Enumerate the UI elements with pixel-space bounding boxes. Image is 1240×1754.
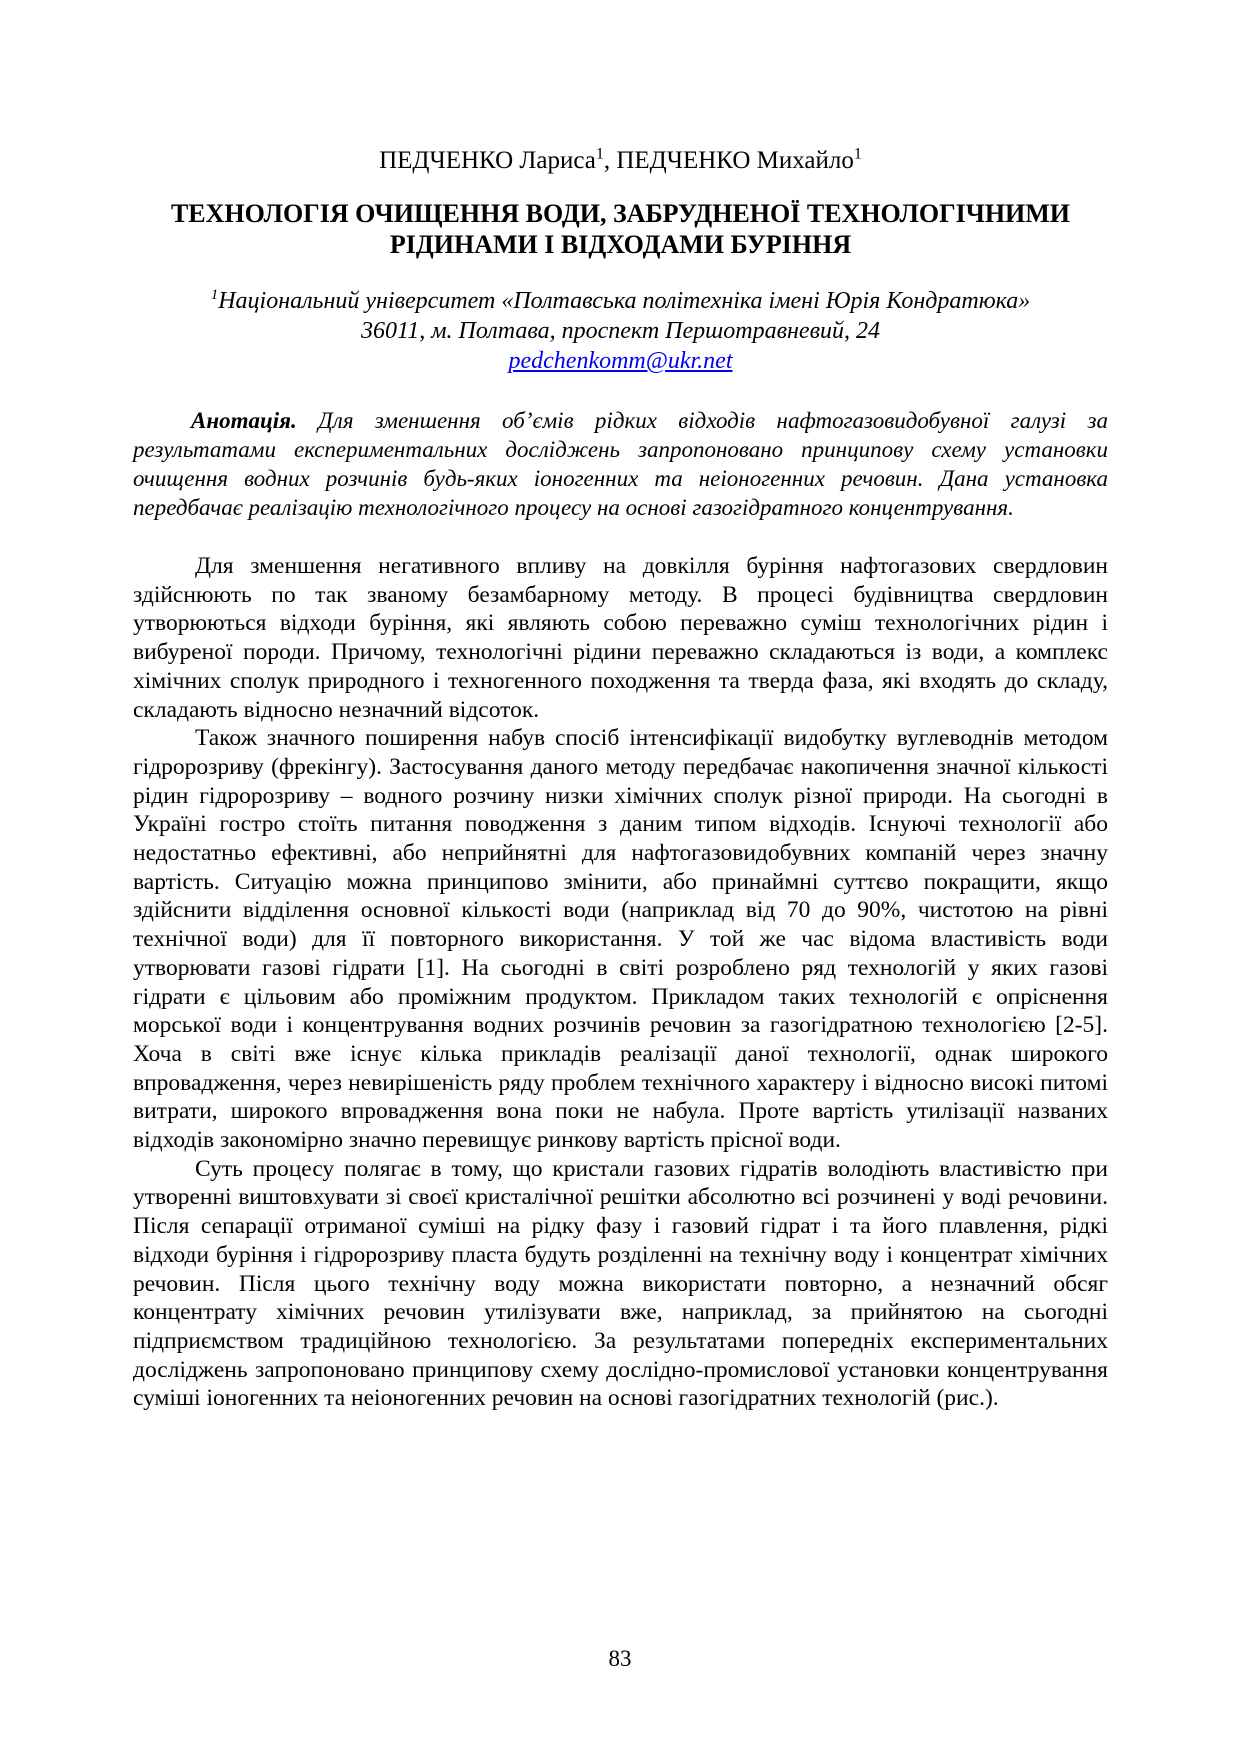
author-2-name: ПЕДЧЕНКО Михайло — [616, 147, 854, 174]
email-line — [133, 346, 1108, 376]
affiliation-name-line — [133, 286, 1108, 316]
abstract — [133, 406, 1108, 522]
paper-title: ТЕХНОЛОГІЯ ОЧИЩЕННЯ ВОДИ, ЗАБРУДНЕНОЇ ТЕХНОЛОГІЧНИМИ РІДИНАМИ І ВІДХОДАМИ БУРІННЯ — [170, 199, 1071, 259]
body-paragraph-1: Для зменшення негативного впливу на довкілля буріння нафтогазових свердловин здійснюють по так званому безамбарному методу. В процесі будівництва свердловин утворюються відходи буріння, які являють собою переважно суміш технологічних рідин і вибуреної породи. Причому, технологічні рідини переважно складаються із води, а комплекс хімічних сполук природного і техногенного походження та тверда фаза, які входять до складу, складають відносно незначний відсоток. — [133, 553, 1108, 723]
authors-line — [133, 146, 1108, 176]
author-2-affiliation-mark: 1 — [853, 145, 862, 163]
abstract-text: Для зменшення об’ємів рідких відходів нафтогазовидобувної галузі за результатами експериментальних досліджень запропоновано принципову схему установки очищення водних розчинів будь-яких іоногенних та неіоногенних речовин. Дана установка передбачає реалізацію технологічного процесу на основі газогідратного концентрування. — [133, 408, 1108, 520]
affiliation-address: 36011, м. Полтава, проспект Першотравневий, 24 — [361, 318, 880, 344]
email-link[interactable]: pedchenkomm@ukr.net — [508, 348, 733, 374]
article-body — [133, 552, 1108, 1413]
body-paragraph-2: Також значного поширення набув спосіб інтенсифікації видобутку вуглеводнів методом гідророзриву (фрекінгу). Застосування даного методу передбачає накопичення значної кількості рідин гідророзриву – водного розчину низки хімічних сполук різної природи. На сьогодні в Україні гостро стоїть питання поводження з даним типом відходів. Існуючі технології або недостатньо ефективні, або неприйнятні для нафтогазовидобувних компаній через значну вартість. Ситуацію можна принципово змінити, або принаймні суттєво покращити, якщо здійснити відділення основної кількості води (наприклад від 70 до 90%, чистотою на рівні технічної води) для її повторного використання. У той же час відома властивість води утворювати газові гідрати [1]. На сьогодні в світі розроблено ряд технологій у яких газові гідрати є цільовим або проміжним продуктом. Прикладом таких технологій є опріснення морської води і концентрування водних розчинів речовин за газогідратною технологією [2-5]. Хоча в світі вже існує кілька прикладів реалізації даної технології, однак широкого впровадження, через невирішеність ряду проблем технічного характеру і відносно високі питомі витрати, широкого впровадження вона поки не набула. Проте вартість утилізації названих відходів закономірно значно перевищує ринкову вартість прісної води. — [133, 725, 1108, 1154]
author-1-name: ПЕДЧЕНКО Лариса — [379, 147, 596, 174]
abstract-label: Анотація. — [191, 408, 297, 433]
affiliation-name: Національний університет «Полтавська політехніка імені Юрія Кондратюка» — [218, 288, 1031, 314]
page-number: 83 — [608, 1646, 632, 1671]
affiliation-mark: 1 — [210, 287, 219, 303]
affiliation-address-line — [133, 316, 1108, 346]
body-paragraph-3: Суть процесу полягає в тому, що кристали газових гідратів володіють властивістю при утворенні виштовхувати зі своєї кристалічної решітки абсолютно всі розчинені у воді речовини. Після сепарації отриманої суміші на рідку фазу і газовий гідрат і та його плавлення, рідкі відходи буріння і гідророзриву пласта будуть розділенні на технічну воду і концентрат хімічних речовин. Після цього технічну воду можна використати повторно, а незначний обсяг концентрату хімічних речовин утилізувати вже, наприклад, за прийнятою на сьогодні підприємством традиційною технологією. За результатами попередніх експериментальних досліджень запропоновано принципову схему дослідно-промислової установки концентрування суміші іоногенних та неіоногенних речовин на основі газогідратних технологій (рис.). — [133, 1155, 1108, 1412]
authors-separator: , — [603, 147, 617, 174]
author-1-affiliation-mark: 1 — [595, 145, 604, 163]
